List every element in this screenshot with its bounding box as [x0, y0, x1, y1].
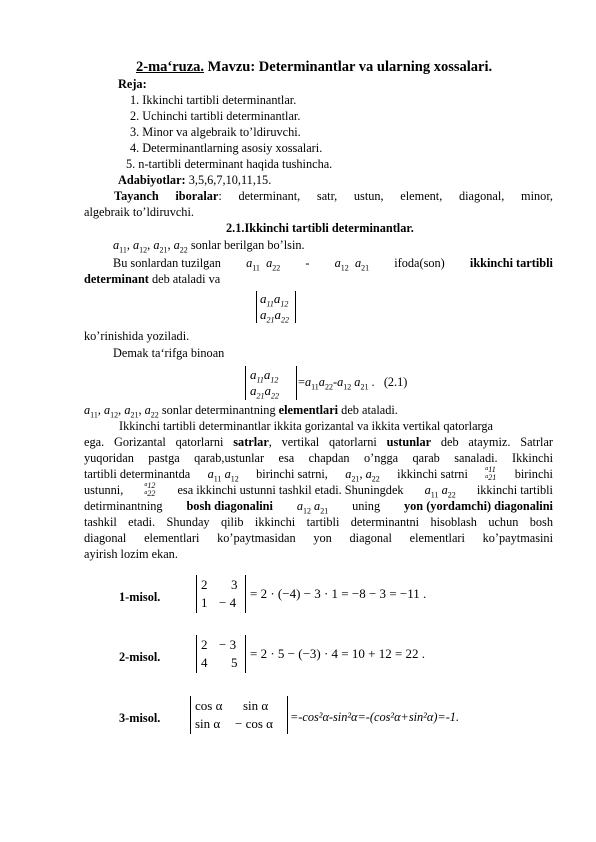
determinant-display: $a_{11}a_{12}$ $a_{21}a_{22}$ [256, 291, 296, 323]
p6-line2 [84, 435, 553, 450]
p6-l6a: detirminantning [84, 499, 163, 513]
example-1-result: = 2 · (−4) − 3 · 1 = −8 − 3 = −11 . [250, 586, 427, 601]
reja-item-2: 2. Uchinchi tartibli determinantlar. [130, 109, 301, 123]
tayanch-line1: : determinant, satr, ustun, element, diagonal, minor, [218, 189, 553, 203]
p6-l6c: uning [352, 499, 381, 513]
reja-item-4: 4. Determinantlarning asosiy xossalari. [130, 141, 323, 155]
p6-l5a: ustunni, [84, 483, 124, 497]
p6-line4: tartibli determinantda $a_{11}$ $a_{12}$ birinchi satrni, $a_{21}$, $a_{22}$ ikkinchi satrni $a_{11}$ $a_{21}$ birinchi [84, 465, 553, 484]
example-2-a21: 4 [201, 655, 208, 670]
paragraph-definition-line1: Bu sonlardan tuzilgan $a_{11}$ $a_{22}$ - $a_{12}$ $a_{21}$ ifoda(son) ikkinchi tartibli [113, 256, 553, 273]
example-3-result: =-cos²α-sin²α=-(cos²α+sin²α)=-1. [290, 710, 460, 724]
p6-l2d: ustunlar [386, 435, 432, 449]
p6-l2a: ega. Gorizantal qatorlarni [84, 435, 234, 449]
adabiyotlar-value: 3,5,6,7,10,11,15. [185, 173, 272, 187]
p6-line3: yuqoridan pastga qarab,ustunlar esa chapdan o’ngga qarab sanaladi. Ikkinchi [84, 451, 553, 465]
p6-line1: Ikkinchi tartibli determinantlar ikkita gorizantal va ikkita vertikal qatorlarga [119, 419, 494, 433]
example-3-a21: sin α [195, 716, 221, 731]
p6-l2c: , vertikal qatorlarni [268, 435, 387, 449]
example-3-a12: sin α [243, 698, 269, 713]
tayanch-label: Tayanch iboralar [114, 189, 219, 203]
p5-bold: elementlari [278, 403, 339, 417]
reja-item-5: 5. n-tartibli determinant haqida tushincha. [126, 157, 333, 171]
p6-line6: detirminantning bosh diagonalini $a_{12}$ $a_{21}$ uning yon (yordamchi) diagonalini [84, 499, 553, 516]
example-1-a11: 2 [201, 577, 208, 592]
page-title [136, 60, 492, 75]
example-2-a22: 5 [231, 655, 238, 670]
reja-label: Reja: [118, 77, 147, 91]
example-1-a22: − 4 [219, 595, 237, 610]
example-1-label: 1-misol. [119, 590, 161, 604]
example-2-a11: 2 [201, 637, 208, 652]
p2-end: deb ataladi va [148, 272, 221, 286]
p6-l4a: tartibli determinantda [84, 467, 191, 481]
adabiyotlar-label: Adabiyotlar: [118, 173, 186, 187]
example-2-determinant [196, 635, 246, 673]
paragraph-definition-line2 [84, 272, 220, 287]
tayanch-line2: algebraik to’ldiruvchi. [84, 205, 194, 219]
adabiyotlar [118, 173, 271, 188]
paragraph-elements-given: $a_{11}$, $a_{12}$, $a_{21}$, $a_{22}$ sonlar berilgan bo’lsin. [113, 238, 305, 255]
p6-line7: tashkil etadi. Shunday qilib ikkinchi tartibli determinantni hisoblash uchun bosh [84, 515, 553, 529]
section-heading: 2.1.Ikkinchi tartibli determinantlar. [226, 221, 414, 235]
example-1-a12: 3 [231, 577, 238, 592]
p5-mid: sonlar determinantning [158, 403, 279, 417]
p6-l6d: yon (yordamchi) diagonalini [404, 499, 553, 513]
p2-start: Bu sonlardan tuzilgan [113, 256, 221, 270]
title-prefix: 2-ma‘ruza. [136, 59, 205, 75]
p6-l5c: ikkinchi tartibli [476, 483, 553, 497]
p5-end: deb ataladi. [338, 403, 398, 417]
formula-2-1-number: (2.1) [383, 375, 408, 389]
paragraph-elements: $a_{11}$, $a_{12}$, $a_{21}$, $a_{22}$ sonlar determinantning elementlari deb ataladi. [84, 403, 398, 420]
determinant-formula-2-1: $a_{11}a_{12}$ $a_{21}a_{22}$ [245, 366, 297, 400]
reja-item-3: 3. Minor va algebraik to’ldiruvchi. [130, 125, 301, 139]
example-3-a11: cos α [195, 698, 223, 713]
example-1-determinant [196, 575, 246, 613]
p6-line8: diagonal elementlari ko’paytmasidan yon diagonal elementlari ko’paytmasini [84, 531, 553, 545]
title-rest: Mavzu: Determinantlar va ularning xossalari. [204, 59, 493, 75]
example-2-label: 2-misol. [119, 650, 161, 664]
tayanch-iboralar [84, 189, 553, 204]
p6-l5b: esa ikkinchi ustunni tashkil etadi. Shuningdek [177, 483, 404, 497]
paragraph-by-definition: Demak ta‘rifga binoan [113, 346, 225, 360]
paragraph-written-as: ko’rinishida yoziladi. [84, 329, 190, 343]
formula-2-1-rhs: $=a_{11}a_{22}-a_{12}$ $a_{21}$ . (2.1) [298, 375, 408, 392]
p6-l2b: satrlar [233, 435, 269, 449]
p6-l4c: ikkinchi satrni [397, 467, 468, 481]
p2-bold: ikkinchi tartibli [469, 256, 553, 270]
p2-bold2: determinant [84, 272, 149, 286]
example-3-a22: − cos α [235, 716, 273, 731]
example-2-a12: − 3 [219, 637, 237, 652]
example-2-result: = 2 · 5 − (−3) · 4 = 10 + 12 = 22 . [250, 646, 426, 661]
p6-line9: ayirish lozim ekan. [84, 547, 178, 561]
p6-line5: ustunni, $a_{12}$ $a_{22}$ esa ikkinchi ustunni tashkil etadi. Shuningdek $a_{11}$ $a_{22}$ ikkinchi tartibli [84, 481, 553, 500]
p6-l6b: bosh diagonalini [186, 499, 273, 513]
p6-l2e: deb ataymiz. Satrlar [431, 435, 554, 449]
example-3-label: 3-misol. [119, 711, 161, 725]
p6-l4b: birinchi satrni, [256, 467, 328, 481]
p1-tail: sonlar berilgan bo’lsin. [187, 238, 305, 252]
p2-mid: ifoda(son) [394, 256, 445, 270]
reja-item-1: 1. Ikkinchi tartibli determinantlar. [130, 93, 297, 107]
example-3-determinant [190, 696, 288, 734]
example-1-a21: 1 [201, 595, 208, 610]
p6-l4d: birinchi [514, 467, 553, 481]
